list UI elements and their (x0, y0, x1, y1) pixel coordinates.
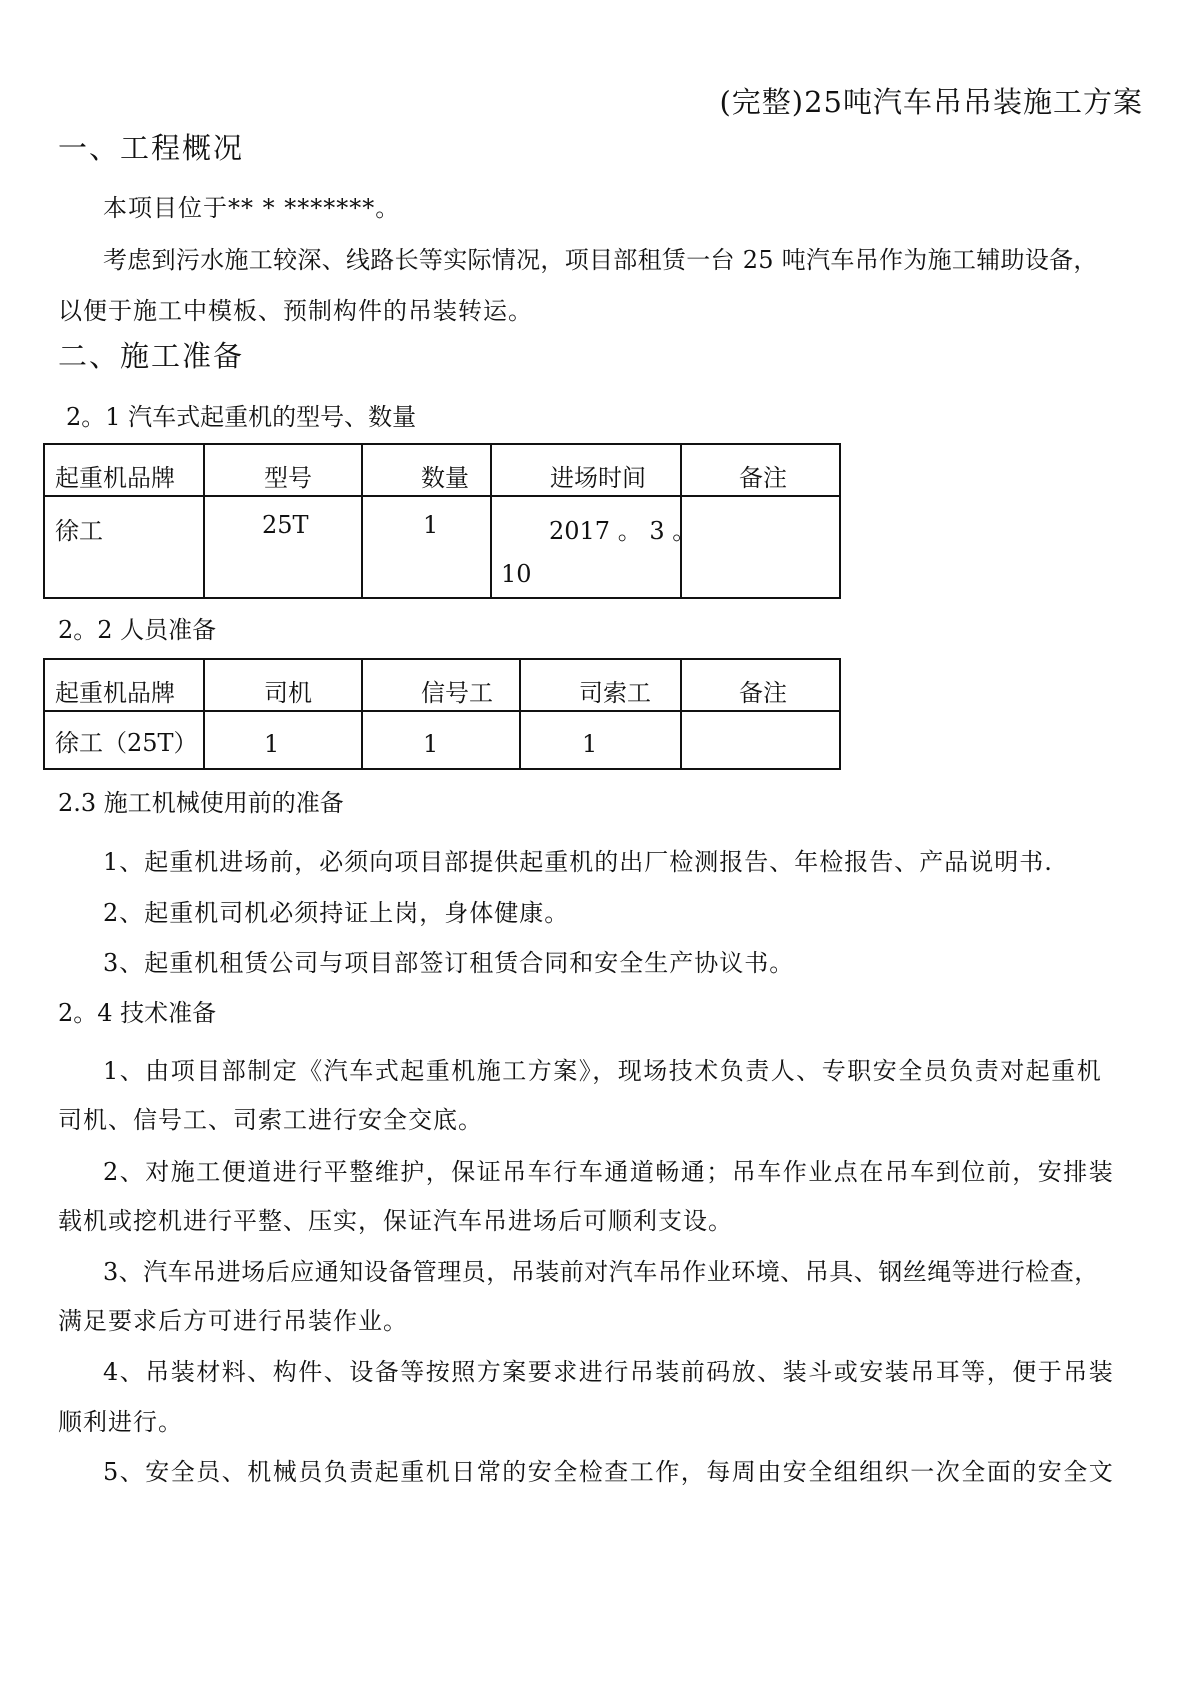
subsection-heading-machinery-prep: 2.3 施工机械使用前的准备 (58, 789, 344, 817)
table-cell (362, 496, 491, 598)
section-heading-preparation: 二、施工准备 (58, 339, 245, 373)
header-brand: 起重机品牌 (55, 679, 175, 707)
table-header-row (44, 659, 840, 711)
table-header-cell (681, 444, 840, 496)
cell-signalman-count: 1 (423, 730, 439, 758)
subsection-heading-personnel: 2。2 人员准备 (58, 616, 217, 644)
list-item: 1、由项目部制定《汽车式起重机施工方案》，现场技术负责人、专职安全员负责对起重机 (103, 1057, 1103, 1085)
header-brand: 起重机品牌 (55, 464, 175, 492)
personnel-table (43, 658, 841, 770)
crane-model-table (43, 443, 841, 599)
list-item: 3、汽车吊进场后应通知设备管理员，吊装前对汽车吊作业环境、吊具、钢丝绳等进行检查， (103, 1258, 1099, 1286)
paragraph-location: 本项目位于** * *******。 (103, 194, 401, 222)
table-cell (204, 711, 362, 769)
section-heading-overview: 一、工程概况 (58, 131, 245, 165)
table-row (44, 711, 840, 769)
table-row (44, 496, 840, 598)
header-remarks: 备注 (739, 464, 787, 492)
subsection-heading-technical-prep: 2。4 技术准备 (58, 999, 217, 1027)
list-item: 1、起重机进场前，必须向项目部提供起重机的出厂检测报告、年检报告、产品说明书. (103, 848, 1053, 876)
table-header-cell (44, 659, 204, 711)
list-item-continuation: 顺利进行。 (58, 1408, 183, 1436)
table-header-cell (681, 659, 840, 711)
table-cell (520, 711, 681, 769)
list-item-continuation: 司机、信号工、司索工进行安全交底。 (58, 1106, 483, 1134)
document-title: (完整)25吨汽车吊吊装施工方案 (719, 85, 1143, 119)
header-remarks: 备注 (739, 679, 787, 707)
header-quantity: 数量 (421, 464, 469, 492)
table-header-cell (491, 444, 681, 496)
paragraph-background-line1: 考虑到污水施工较深、线路长等实际情况，项目部租赁一台 25 吨汽车吊作为施工辅助设备， (103, 246, 1098, 274)
cell-entry-time: 2017 。 3 。 (549, 517, 697, 545)
table-cell (44, 496, 204, 598)
header-rigger: 司索工 (579, 679, 651, 707)
header-signalman: 信号工 (421, 679, 493, 707)
header-entry-time: 进场时间 (550, 464, 646, 492)
list-item: 3、起重机租赁公司与项目部签订租赁合同和安全生产协议书。 (103, 949, 795, 977)
list-item: 2、对施工便道进行平整维护，保证吊车行车通道畅通；吊车作业点在吊车到位前，安排装 (103, 1158, 1115, 1186)
table-header-cell (204, 659, 362, 711)
list-item-continuation: 载机或挖机进行平整、压实，保证汽车吊进场后可顺利支设。 (58, 1207, 733, 1235)
list-item: 5、安全员、机械员负责起重机日常的安全检查工作，每周由安全组组织一次全面的安全文 (103, 1458, 1115, 1486)
cell-model: 25T (262, 511, 309, 539)
table-cell (681, 496, 840, 598)
cell-brand: 徐工 (55, 517, 103, 545)
table-cell (362, 711, 520, 769)
list-item: 4、吊装材料、构件、设备等按照方案要求进行吊装前码放、装斗或安装吊耳等，便于吊装 (103, 1358, 1115, 1386)
cell-rigger-count: 1 (582, 730, 598, 758)
cell-quantity: 1 (423, 511, 439, 539)
table-header-cell (520, 659, 681, 711)
table-cell (681, 711, 840, 769)
table-header-cell (204, 444, 362, 496)
table-header-cell (362, 444, 491, 496)
cell-brand: 徐工（25T） (55, 729, 198, 757)
table-cell (491, 496, 697, 598)
subsection-heading-crane-model: 2。1 汽车式起重机的型号、数量 (66, 403, 417, 431)
cell-entry-time-wrap: 10 (501, 560, 532, 588)
table-cell (44, 711, 204, 769)
table-header-cell (362, 659, 520, 711)
header-driver: 司机 (264, 679, 312, 707)
table-header-row (44, 444, 840, 496)
header-model: 型号 (264, 464, 312, 492)
cell-driver-count: 1 (264, 730, 280, 758)
table-cell (204, 496, 362, 598)
list-item: 2、起重机司机必须持证上岗，身体健康。 (103, 899, 570, 927)
list-item-continuation: 满足要求后方可进行吊装作业。 (58, 1307, 408, 1335)
table-header-cell (44, 444, 204, 496)
paragraph-background-line2: 以便于施工中模板、预制构件的吊装转运。 (58, 297, 533, 325)
